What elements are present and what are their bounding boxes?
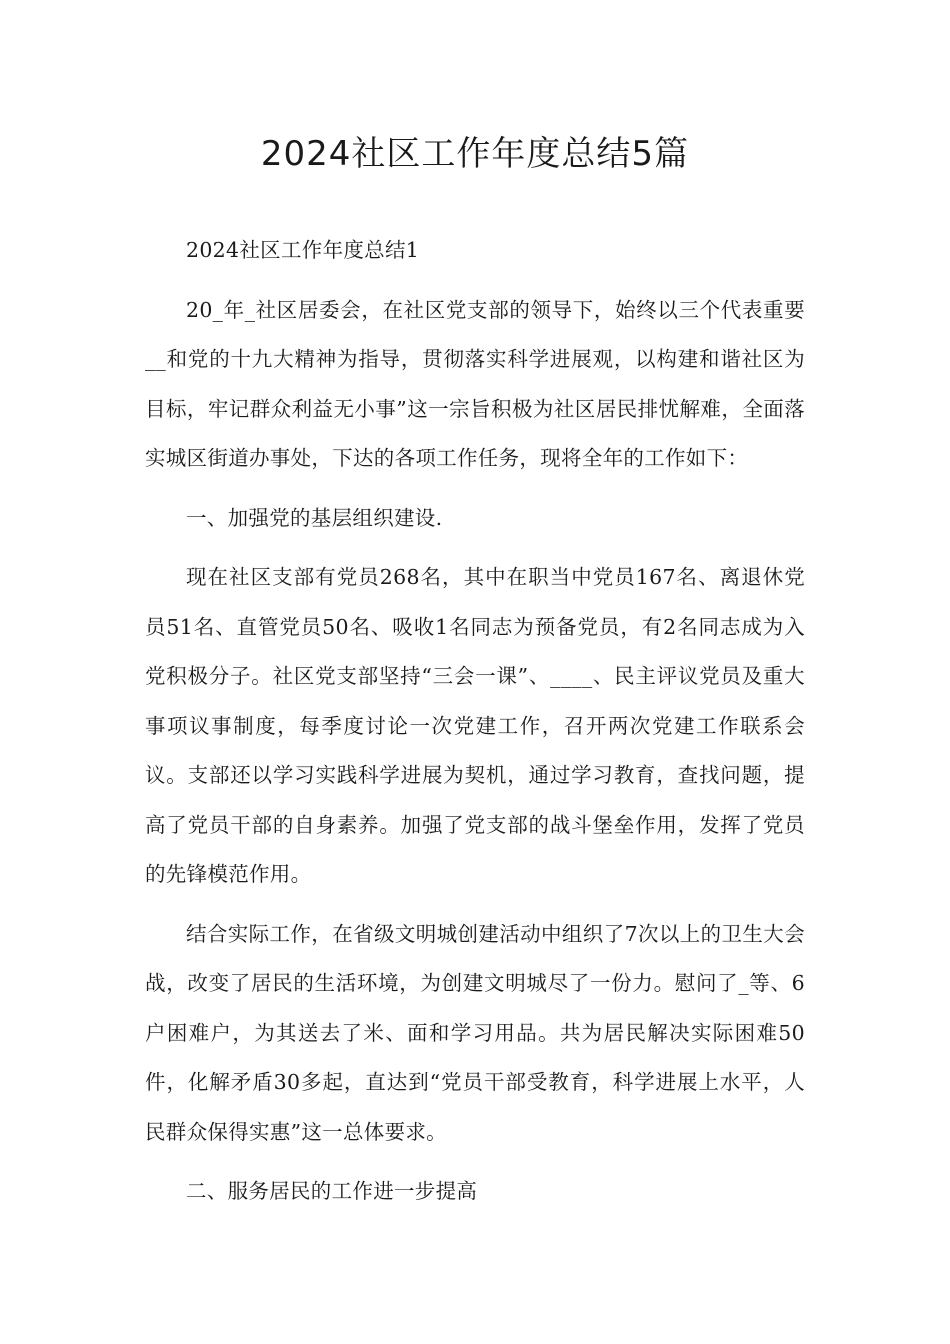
- section-subtitle: 2024社区工作年度总结1: [186, 238, 420, 262]
- document-title: 2024社区工作年度总结5篇: [260, 134, 690, 174]
- party-members-paragraph: 现在社区支部有党员268名，其中在职当中党员167名、离退休党员51名、直管党员50名、吸收1名同志为预备党员，有2名同志成为入党积极分子。社区党支部坚持“三会一课”、____、民主评议党员及重大事项议事制度，每季度讨论一次党建工作，召开两次党建工作联系会议。支部还以学习实践科学进展为契机，通过学习教育，查找问题，提高了党员干部的自身素养。加强了党支部的战斗堡垒作用，发挥了党员的先锋模范作用。: [145, 565, 805, 886]
- document-body: [145, 226, 805, 1227]
- intro-paragraph: 20_年_社区居委会，在社区党支部的领导下，始终以三个代表重要__和党的十九大精神为指导，贯彻落实科学进展观，以构建和谐社区为目标，牢记群众利益无小事”这一宗旨积极为社区居民排忧解难，全面落实城区街道办事处，下达的各项工作任务，现将全年的工作如下：: [145, 297, 805, 470]
- civilization-work-paragraph: 结合实际工作，在省级文明城创建活动中组织了7次以上的卫生大会战，改变了居民的生活环境，为创建文明城尽了一份力。慰问了_等、6户困难户，为其送去了米、面和学习用品。共为居民解决实际困难50件，化解矛盾30多起，直达到“党员干部受教育，科学进展上水平，人民群众保得实惠”这一总体要求。: [145, 921, 805, 1144]
- section-heading-1: 一、加强党的基层组织建设.: [186, 505, 443, 530]
- section-heading-2: 二、服务居民的工作进一步提高: [186, 1179, 478, 1203]
